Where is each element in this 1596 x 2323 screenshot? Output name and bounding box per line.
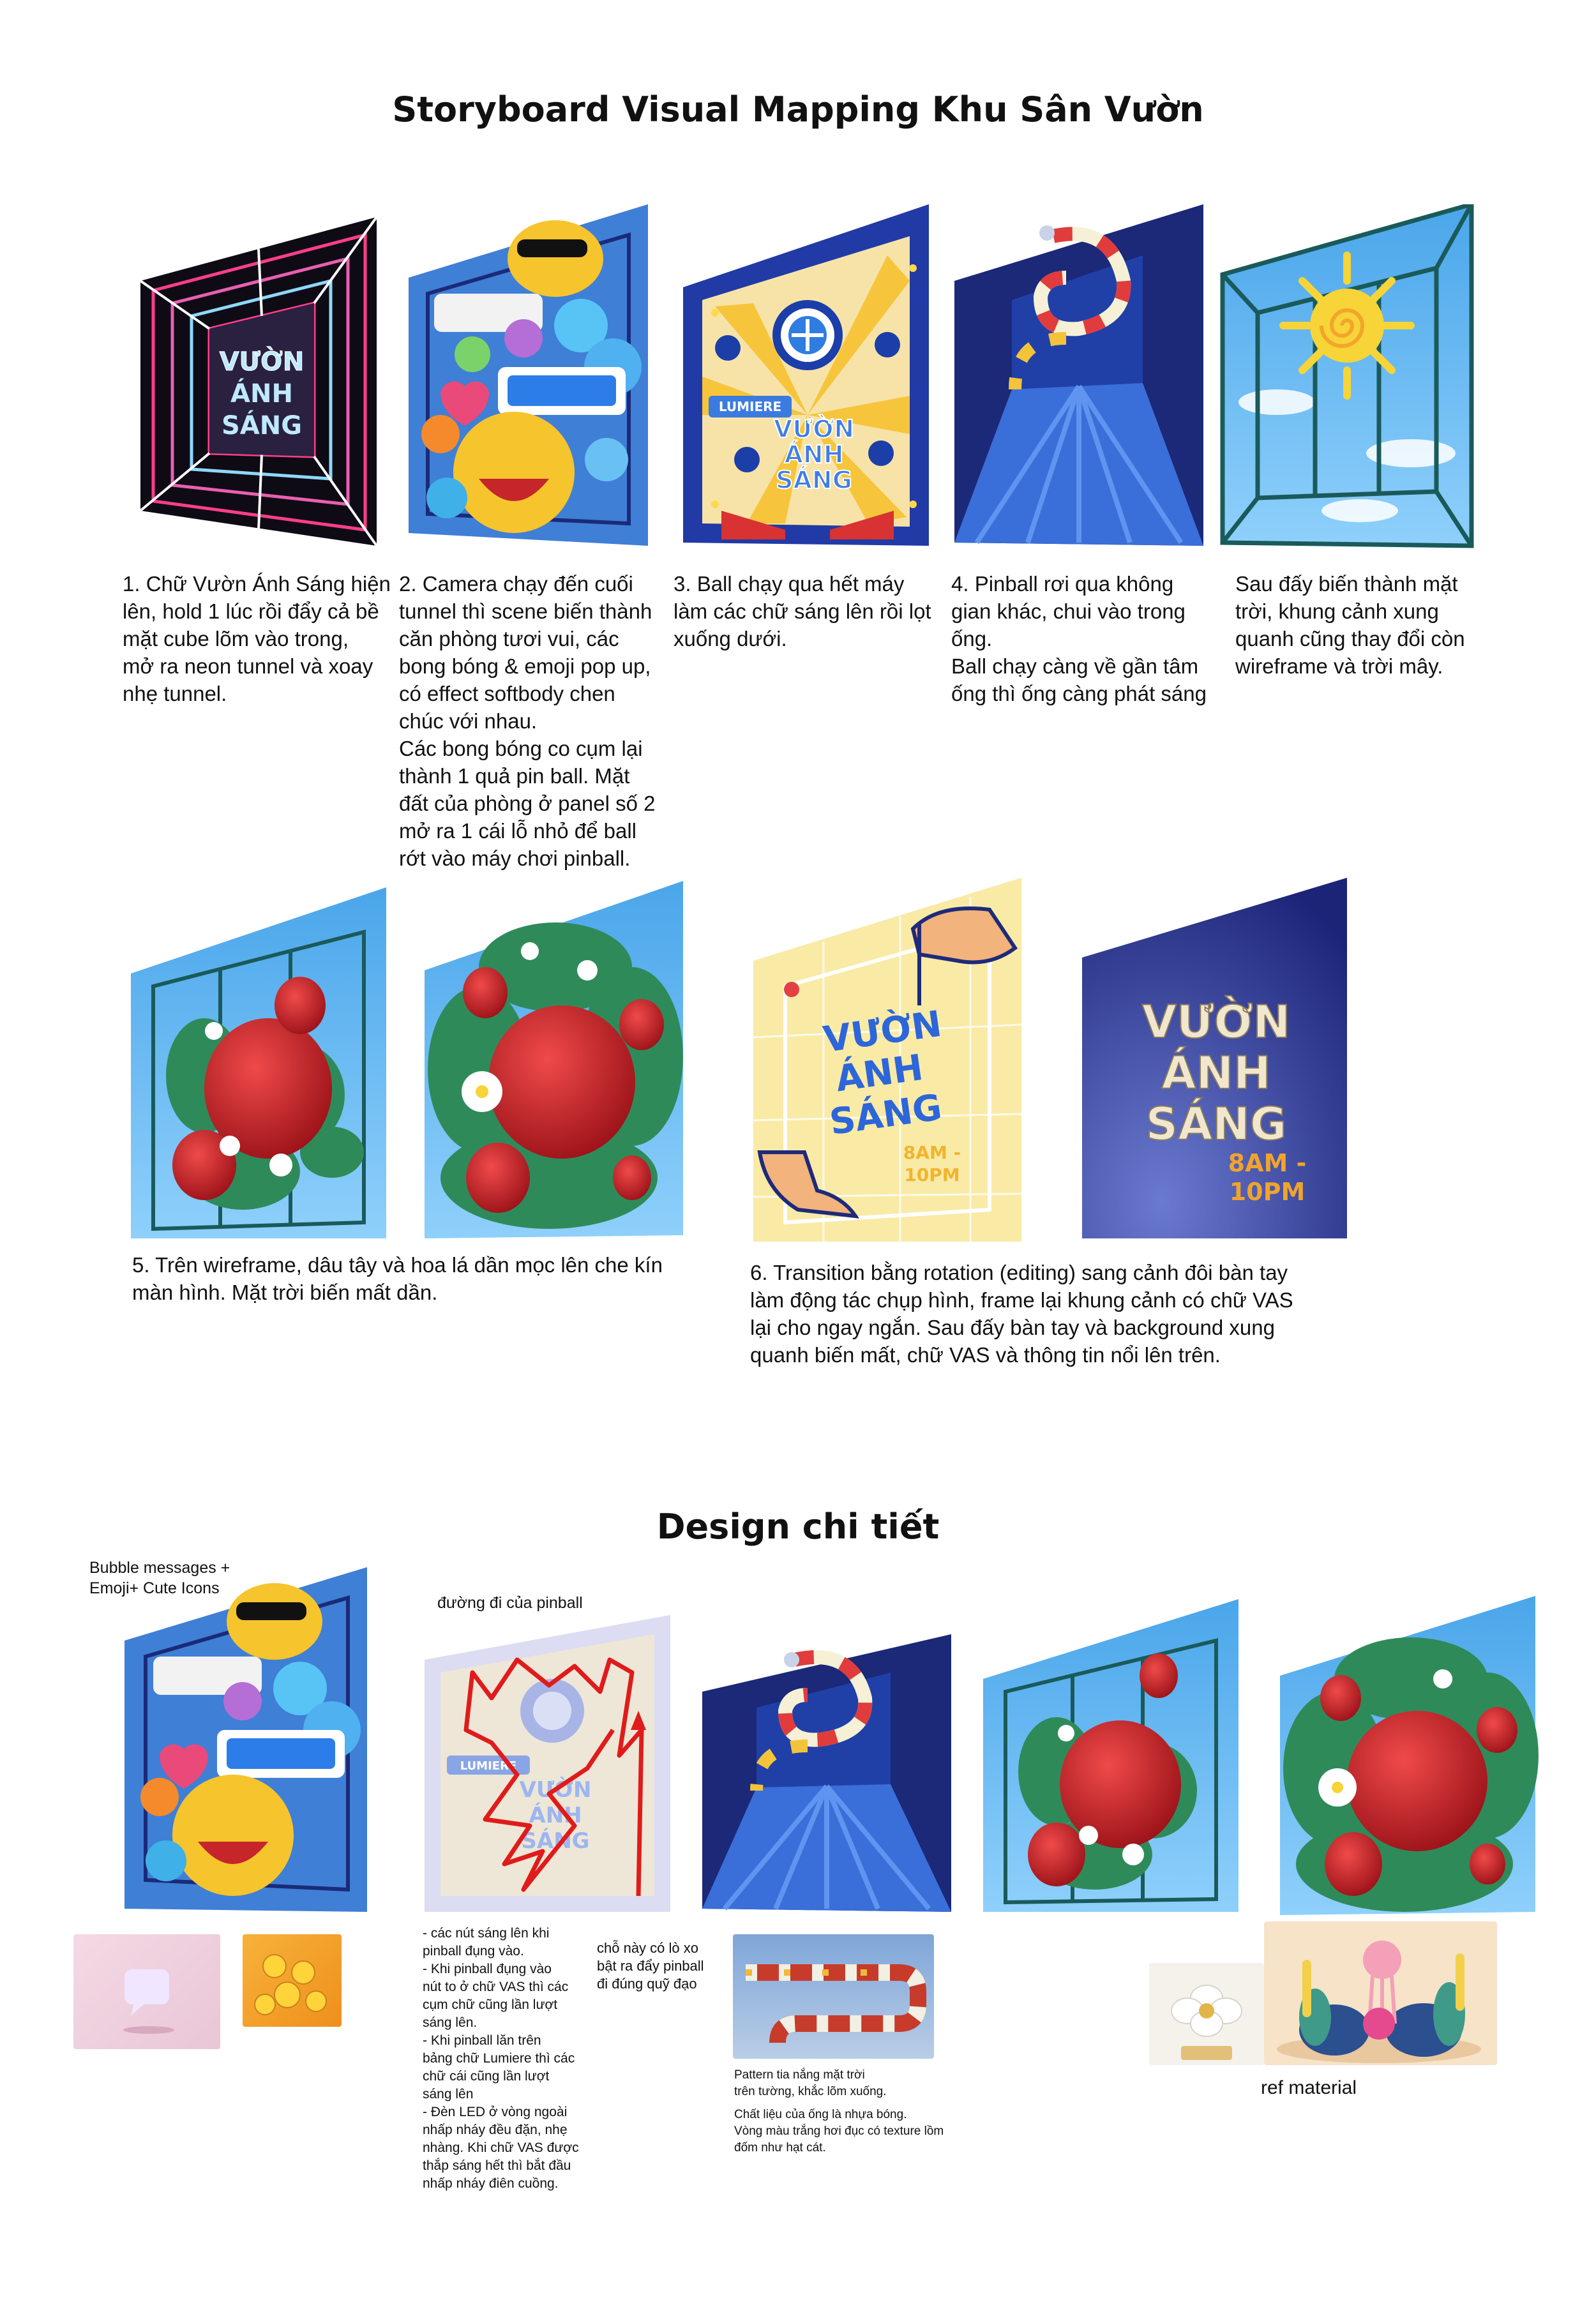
svg-text:SÁNG: SÁNG [776,466,852,494]
svg-text:SÁNG: SÁNG [221,411,303,440]
caption-6: 5. Trên wireframe, dâu tây và hoa lá dần mọc lên che kín màn hình. Mặt trời biến mất dần. [132,1253,663,1304]
svg-text:ÁNH: ÁNH [230,379,293,409]
svg-text:ÁNH: ÁNH [784,440,844,469]
design-panel-pinball-path [421,1615,677,1915]
svg-text:VƯỜN: VƯỜN [820,1003,945,1061]
panel-hands-frame [747,878,1028,1245]
panel-bubble-room [402,204,651,559]
caption-3: 3. Ball chạy qua hết máy làm các chữ sáng lên rồi lọt xuống dưới. [674,572,931,650]
panel1-vas-text: VƯỜN [219,347,305,377]
design-panel-bubbles [121,1567,370,1915]
caption-4: 4. Pinball rơi qua không gian khác, chui vào trong ống. Ball chạy càng về gần tâm ống thì ống càng phát sáng [951,572,1207,705]
panel-strawberries-b [421,878,689,1238]
design-panel-strawberries-a [980,1599,1242,1912]
tube-note-1: Pattern tia nắng mặt trời trên tường, khắc lõm xuống. [734,2068,887,2098]
panel-sun-wireframe [1219,204,1475,549]
ref-emoji-image [243,1934,342,2027]
svg-text:SÁNG: SÁNG [827,1086,945,1144]
bubble-label: Bubble messages + Emoji+ Cute Icons [89,1559,230,1597]
final-vas-hours: 8AM - [1228,1149,1307,1177]
pinball-notes: - các nút sáng lên khi pinball đụng vào. - Khi pinball đụng vào nút to ở chữ VAS thì các cụm chữ cũng lần lượt sáng lên. - Khi pinball lăn trên bảng chữ Lumiere thì các chữ cái cũng lần lượt sáng lên - Đèn LED ở vòng ngoài nhấp nháy đều đặn, nhẹ nhàng. Khi chữ VAS được thắp sáng hết thì bắt đầu nhấp nháy điên cuồng. [423,1926,579,2191]
design-panel-strawberries-b [1277,1596,1539,1915]
caption-1: 1. Chữ Vườn Ánh Sáng hiện lên, hold 1 lúc rồi đẩy cả bề mặt cube lõm vào trong, mở ra neon tunnel và xoay nhẹ tunnel. [123,572,391,705]
caption-2: 2. Camera chạy đến cuối tunnel thì scene biến thành căn phòng tươi vui, các bong bóng & emoji pop up, có effect softbody chen chúc với nhau. Các bong bóng co cụm lại thành 1 quả pin ball. Mặt đất của phòng ở panel số 2 mở ra 1 cái lỗ nhỏ để ball rớt vào máy chơi pinball. [399,572,656,870]
final-vas-title: VƯỜN [1141,996,1291,1048]
ref-chat-bubble-image [73,1934,220,2049]
ref-tube-image [733,1934,934,2059]
panel-tube [951,204,1207,549]
svg-text:ÁNH: ÁNH [833,1046,926,1101]
caption-5: Sau đấy biến thành mặt trời, khung cảnh xung quanh cũng thay đổi còn wireframe và trời mây. [1235,572,1465,678]
storyboard-title: Storyboard Visual Mapping Khu Sân Vườn [392,89,1204,130]
svg-text:ÁNH: ÁNH [1161,1047,1271,1099]
design-title: Design chi tiết [656,1507,940,1547]
panel-pinball [677,204,932,549]
svg-text:8AM -: 8AM - [903,1142,961,1163]
ref-material-coral-image [1264,1921,1497,2065]
ref-material-flower-image [1149,1963,1264,2065]
svg-text:VƯỜN: VƯỜN [773,415,855,443]
ref-material-label: ref material [1261,2077,1357,2098]
caption-7: 6. Transition bằng rotation (editing) sang cảnh đôi bàn tay làm động tác chụp hình, frame lại khung cảnh có chữ VAS lại cho ngay ngắn. Sau đấy bàn tay và background xung quanh biến mất, chữ VAS và thông tin nổi lên trên. [750,1261,1293,1367]
design-pinball-lumiere: LUMIERE [460,1759,517,1773]
svg-text:10PM: 10PM [904,1164,960,1185]
svg-text:SÁNG: SÁNG [1145,1098,1287,1150]
panel3-lumiere-text: LUMIERE [718,399,782,414]
tube-note-2: Chất liệu của ống là nhựa bóng. Vòng màu trắng hơi đục có texture lồm đốm như hạt cát. [734,2108,944,2154]
spring-note: chỗ này có lò xo bật ra đẩy pinball đi đúng quỹ đạo [597,1940,704,1992]
svg-text:VƯỜN: VƯỜN [519,1777,592,1803]
svg-text:10PM: 10PM [1229,1178,1306,1206]
panel-strawberries-a [128,884,389,1238]
pinball-path-label: đường đi của pinball [437,1594,583,1612]
panel-final-vas [1079,878,1350,1242]
svg-text:ÁNH: ÁNH [529,1803,582,1828]
panel-neon-tunnel [128,204,383,559]
svg-text:SÁNG: SÁNG [521,1828,590,1854]
design-panel-tube [699,1634,954,1915]
